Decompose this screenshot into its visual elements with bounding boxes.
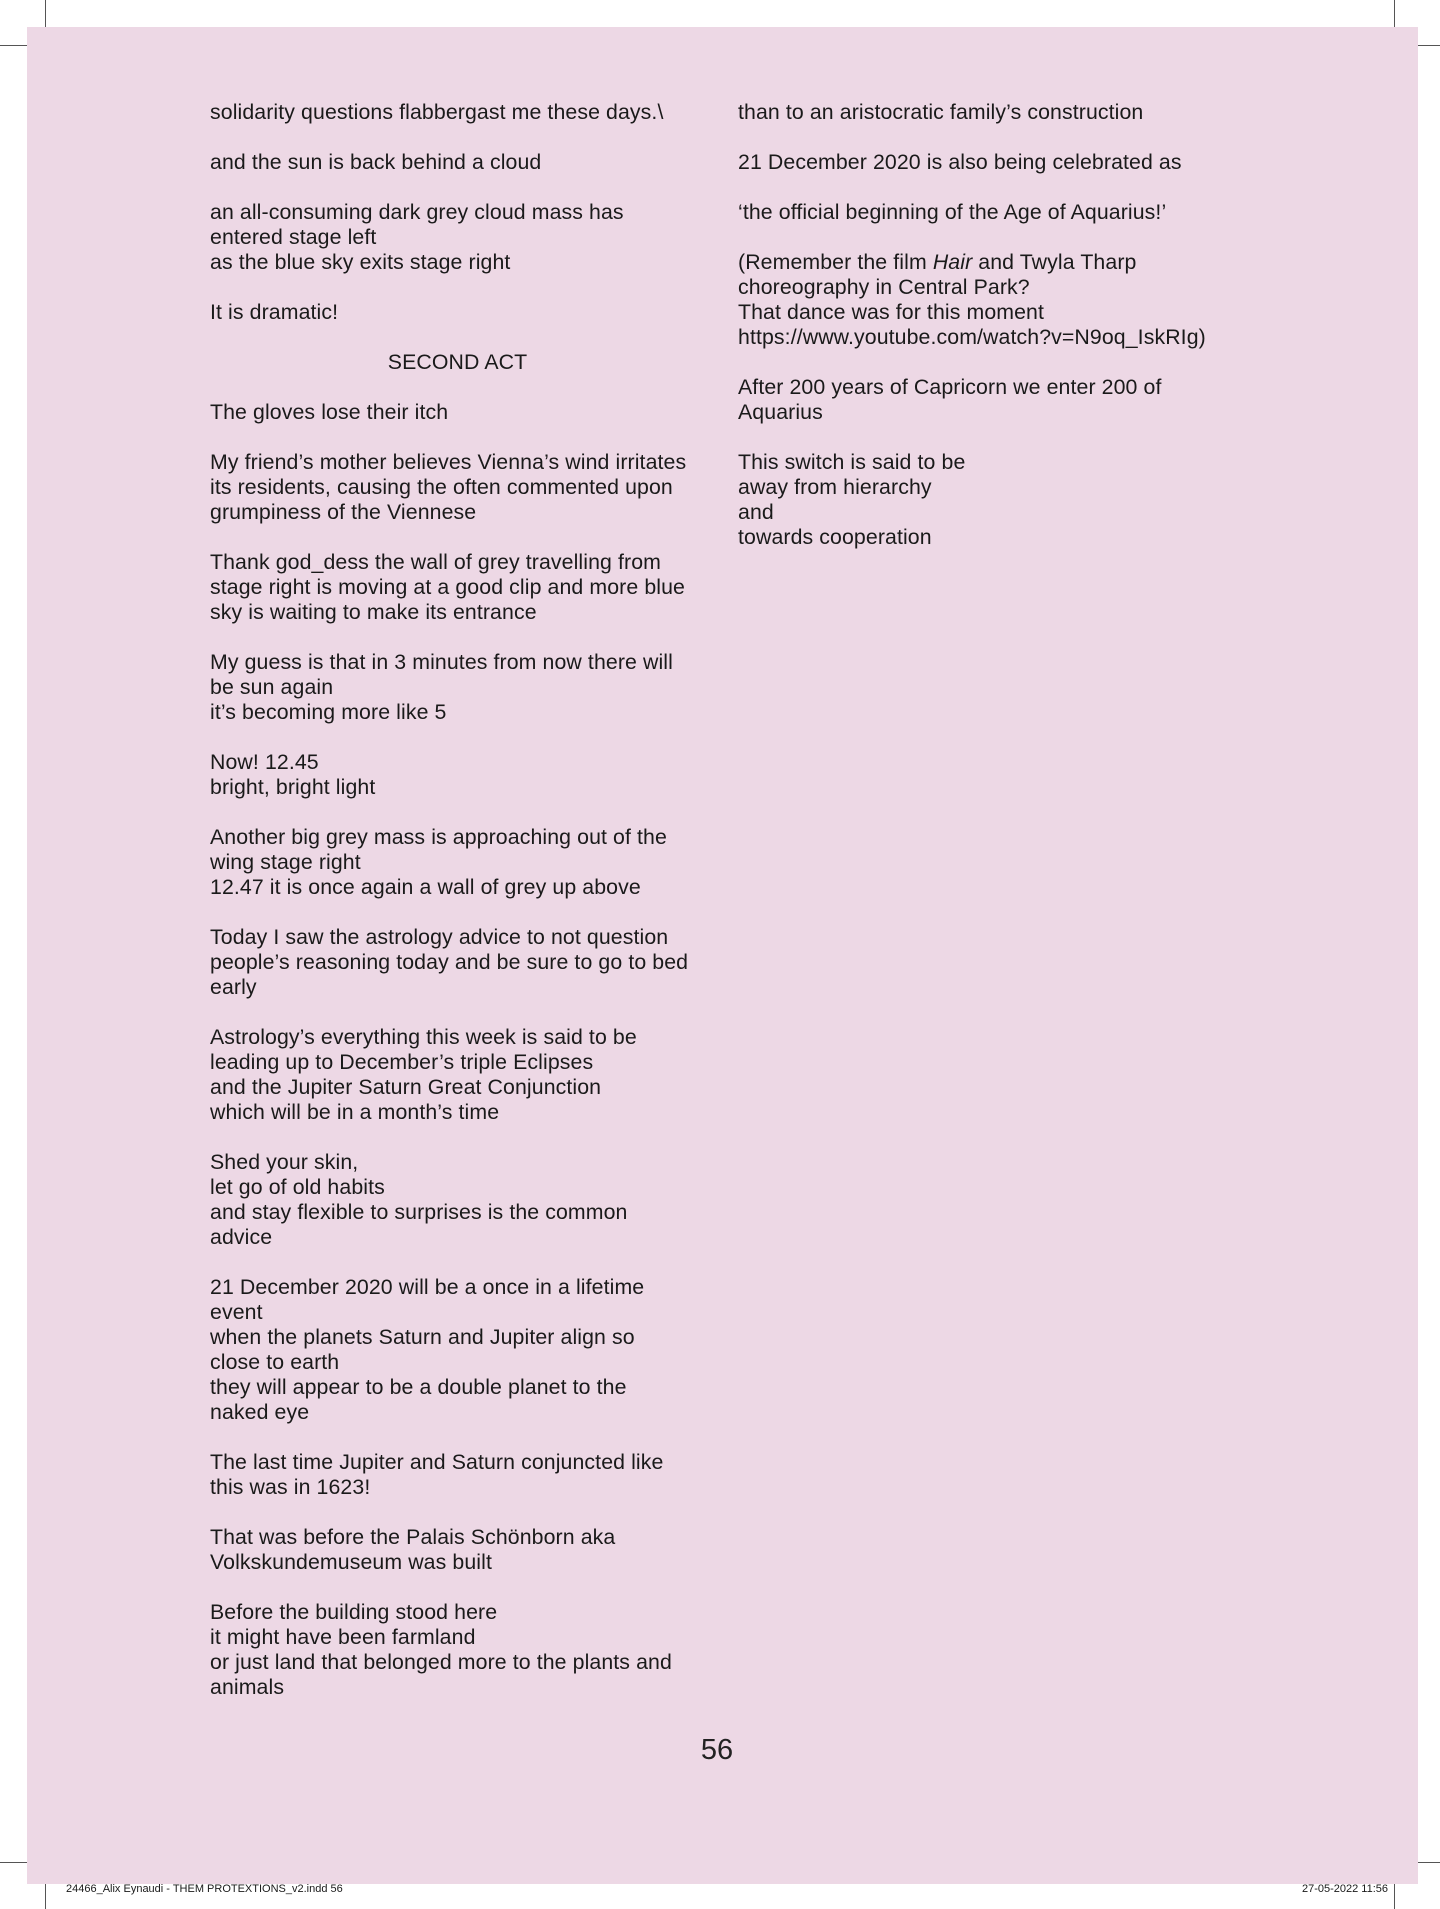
right-text-column bbox=[738, 100, 1298, 575]
paragraph: My guess is that in 3 minutes from now there will be sun again it’s becoming more like 5 bbox=[210, 650, 673, 724]
crop-mark bbox=[45, 0, 46, 30]
paragraph: 21 December 2020 is also being celebrated as bbox=[738, 150, 1182, 174]
paragraph: solidarity questions flabbergast me these days.\ bbox=[210, 100, 664, 124]
text-span: choreography in Central Park? That dance was for this moment https://www.youtube.com/watch?v=N9oq_IskRIg) bbox=[738, 275, 1206, 349]
paragraph: Now! 12.45 bright, bright light bbox=[210, 750, 376, 799]
paragraph: The last time Jupiter and Saturn conjuncted like this was in 1623! bbox=[210, 1450, 664, 1499]
text-span: and Twyla Tharp bbox=[972, 250, 1137, 274]
section-heading: SECOND ACT bbox=[387, 350, 528, 374]
paragraph: After 200 years of Capricorn we enter 200 of Aquarius bbox=[738, 375, 1162, 424]
paragraph: The gloves lose their itch bbox=[210, 400, 449, 424]
left-text-column bbox=[210, 100, 730, 1725]
paragraph: than to an aristocratic family’s construction bbox=[738, 100, 1144, 124]
paragraph: My friend’s mother believes Vienna’s wind irritates its residents, causing the often commented upon grumpiness of the Viennese bbox=[210, 450, 687, 524]
paragraph: an all-consuming dark grey cloud mass has entered stage left as the blue sky exits stage right bbox=[210, 200, 624, 274]
crop-mark bbox=[1394, 1880, 1395, 1909]
paragraph: ‘the official beginning of the Age of Aquarius!’ bbox=[738, 200, 1167, 224]
paragraph-film-reference bbox=[738, 250, 1298, 350]
paragraph: and the sun is back behind a cloud bbox=[210, 150, 542, 174]
paragraph: Astrology’s everything this week is said to be leading up to December’s triple Eclipses and the Jupiter Saturn Great Conjunction which will be in a month’s time bbox=[210, 1025, 637, 1124]
print-slug-timestamp: 27-05-2022 11:56 bbox=[1301, 1883, 1388, 1895]
film-title: Hair bbox=[932, 250, 973, 274]
paragraph: 21 December 2020 will be a once in a lifetime event when the planets Saturn and Jupiter align so close to earth they will appear to be a double planet to the naked eye bbox=[210, 1275, 645, 1424]
paragraph: It is dramatic! bbox=[210, 300, 339, 324]
crop-mark bbox=[45, 1880, 46, 1909]
page-number: 56 bbox=[700, 1734, 734, 1766]
paragraph: Thank god_dess the wall of grey travelling from stage right is moving at a good clip and more blue sky is waiting to make its entrance bbox=[210, 550, 685, 624]
crop-mark bbox=[0, 1862, 30, 1863]
paragraph: Today I saw the astrology advice to not question people’s reasoning today and be sure to go to bed early bbox=[210, 925, 689, 999]
print-slug-filename: 24466_Alix Eynaudi - THEM PROTEXTIONS_v2.indd 56 bbox=[66, 1883, 343, 1895]
text-span: (Remember the film bbox=[738, 250, 933, 274]
paragraph: Another big grey mass is approaching out of the wing stage right 12.47 it is once again a wall of grey up above bbox=[210, 825, 667, 899]
paragraph: That was before the Palais Schönborn aka Volkskundemuseum was built bbox=[210, 1525, 616, 1574]
crop-mark bbox=[0, 45, 30, 46]
paragraph: Shed your skin, let go of old habits and stay flexible to surprises is the common advice bbox=[210, 1150, 628, 1249]
paragraph: This switch is said to be away from hierarchy and towards cooperation bbox=[738, 450, 966, 549]
crop-mark bbox=[1394, 0, 1395, 30]
paragraph: Before the building stood here it might have been farmland or just land that belonged more to the plants and animals bbox=[210, 1600, 672, 1699]
